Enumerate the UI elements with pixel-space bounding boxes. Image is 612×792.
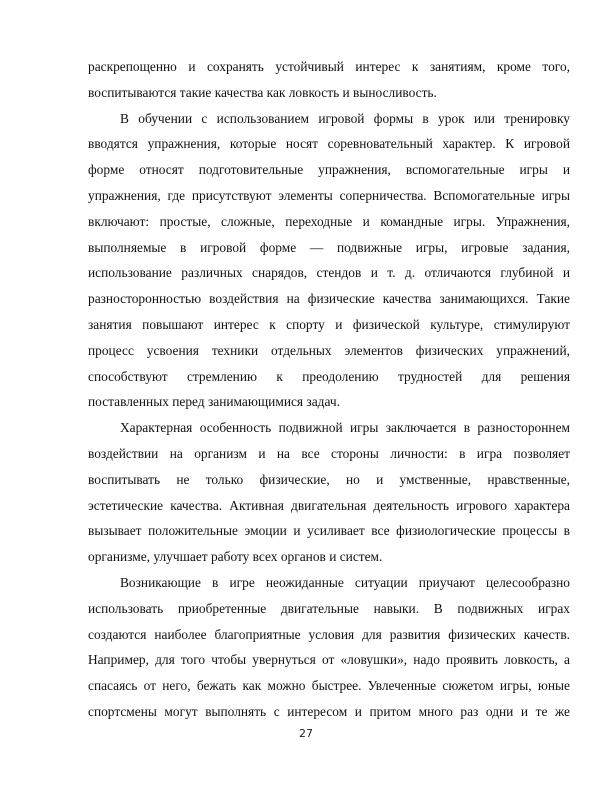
page-number: 27 (299, 727, 313, 740)
text-line: создаются наиболее благоприятные условия для развития физических качеств. (88, 626, 570, 642)
text-line: включают: простые, сложные, переходные и командные игры. Упражнения, (88, 213, 570, 229)
paragraph-first-line: В обучении с использованием игровой формы в урок или тренировку (120, 110, 570, 126)
text-line: упражнения, где присутствуют элементы соперничества. Вспомогательные игры (88, 187, 570, 203)
text-line: использование различных снарядов, стендов и т. д. отличаются глубиной и (88, 265, 570, 281)
text-line: вызывает положительные эмоции и усиливает все физиологические процессы в (88, 523, 570, 539)
paragraph-first-line: Характерная особенность подвижной игры заключается в разностороннем (120, 420, 570, 436)
text-line: вводятся упражнения, которые носят соревновательный характер. К игровой (88, 136, 570, 152)
text-line: Например, для того чтобы увернуться от «ловушки», надо проявить ловкость, а (88, 652, 570, 668)
text-line: воспитываются такие качества как ловкость и выносливость. (88, 84, 437, 100)
text-line: выполняемые в игровой форме — подвижные игры, игровые задания, (88, 239, 570, 255)
text-line: спасаясь от него, бежать как можно быстрее. Увлеченные сюжетом игры, юные (88, 678, 570, 694)
text-line: воспитывать не только физические, но и умственные, нравственные, (88, 471, 570, 487)
text-line: занятия повышают интерес к спорту и физической культуре, стимулируют (88, 316, 570, 332)
body-text (88, 54, 570, 725)
text-line: организме, улучшает работу всех органов и систем. (88, 549, 383, 565)
text-line: процесс усвоения техники отдельных элементов физических упражнений, (88, 342, 570, 358)
text-line: способствуют стремлению к преодолению трудностей для решения (88, 368, 570, 384)
text-line: поставленных перед занимающимися задач. (88, 394, 340, 410)
text-line: использовать приобретенные двигательные навыки. В подвижных играх (88, 600, 570, 616)
text-line: спортсмены могут выполнять с интересом и притом много раз одни и те же (88, 703, 570, 719)
paragraph-first-line: Возникающие в игре неожиданные ситуации приучают целесообразно (120, 574, 570, 590)
text-line: разносторонностью воздействия на физические качества занимающихся. Такие (88, 291, 570, 307)
text-line: эстетические качества. Активная двигательная деятельность игрового характера (88, 497, 570, 513)
text-line: воздействии на организм и на все стороны личности: в игра позволяет (88, 445, 570, 461)
text-line: форме относят подготовительные упражнения, вспомогательные игры и (88, 162, 570, 178)
text-line: раскрепощенно и сохранять устойчивый интерес к занятиям, кроме того, (88, 59, 570, 74)
